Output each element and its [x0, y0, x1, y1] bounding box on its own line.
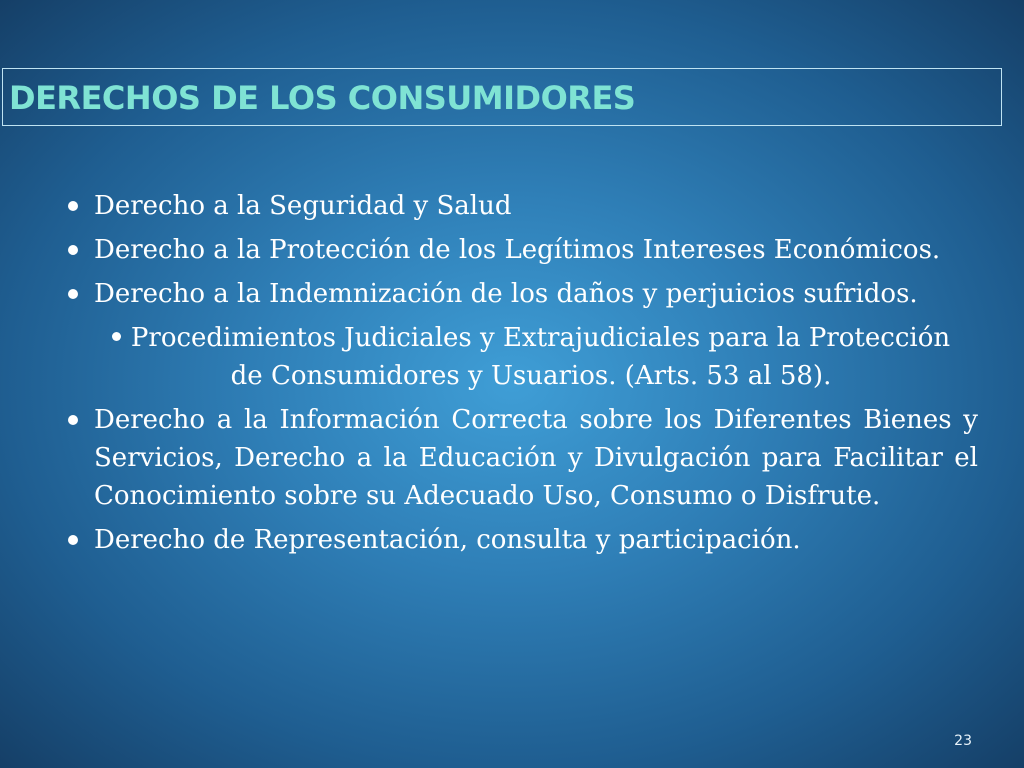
bullet-text: Derecho a la Protección de los Legítimos Intereses Económicos. — [94, 235, 941, 265]
bullet-text: Derecho de Representación, consulta y participación. — [94, 525, 801, 555]
sub-bullet-text: Procedimientos Judiciales y Extrajudiciales para la Protección de Consumidores y Usuarios. (Arts. 53 al 58). — [130, 323, 951, 391]
bullet-dot-icon — [112, 332, 121, 341]
bullet-list — [64, 187, 978, 565]
bullet-dot-icon — [68, 535, 78, 545]
page-number: 23 — [954, 733, 972, 749]
list-item — [64, 275, 978, 313]
slide-title: DERECHOS DE LOS CONSUMIDORES — [9, 79, 636, 117]
title-box — [2, 68, 1002, 126]
bullet-text: Derecho a la Indemnización de los daños y perjuicios sufridos. — [94, 279, 918, 309]
bullet-dot-icon — [68, 201, 78, 211]
bullet-dot-icon — [68, 245, 78, 255]
bullet-text: Derecho a la Información Correcta sobre los Diferentes Bienes y Servicios, Derecho a la Educación y Divulgación para Facilitar el Conocimiento sobre su Adecuado Uso, Consumo o Disfrute. — [94, 405, 978, 511]
list-item — [64, 401, 978, 515]
list-item — [64, 231, 978, 269]
sub-list-item — [104, 319, 958, 395]
bullet-dot-icon — [68, 289, 78, 299]
bullet-text: Derecho a la Seguridad y Salud — [94, 191, 512, 221]
list-item — [64, 521, 978, 559]
list-item — [64, 187, 978, 225]
bullet-dot-icon — [68, 415, 78, 425]
